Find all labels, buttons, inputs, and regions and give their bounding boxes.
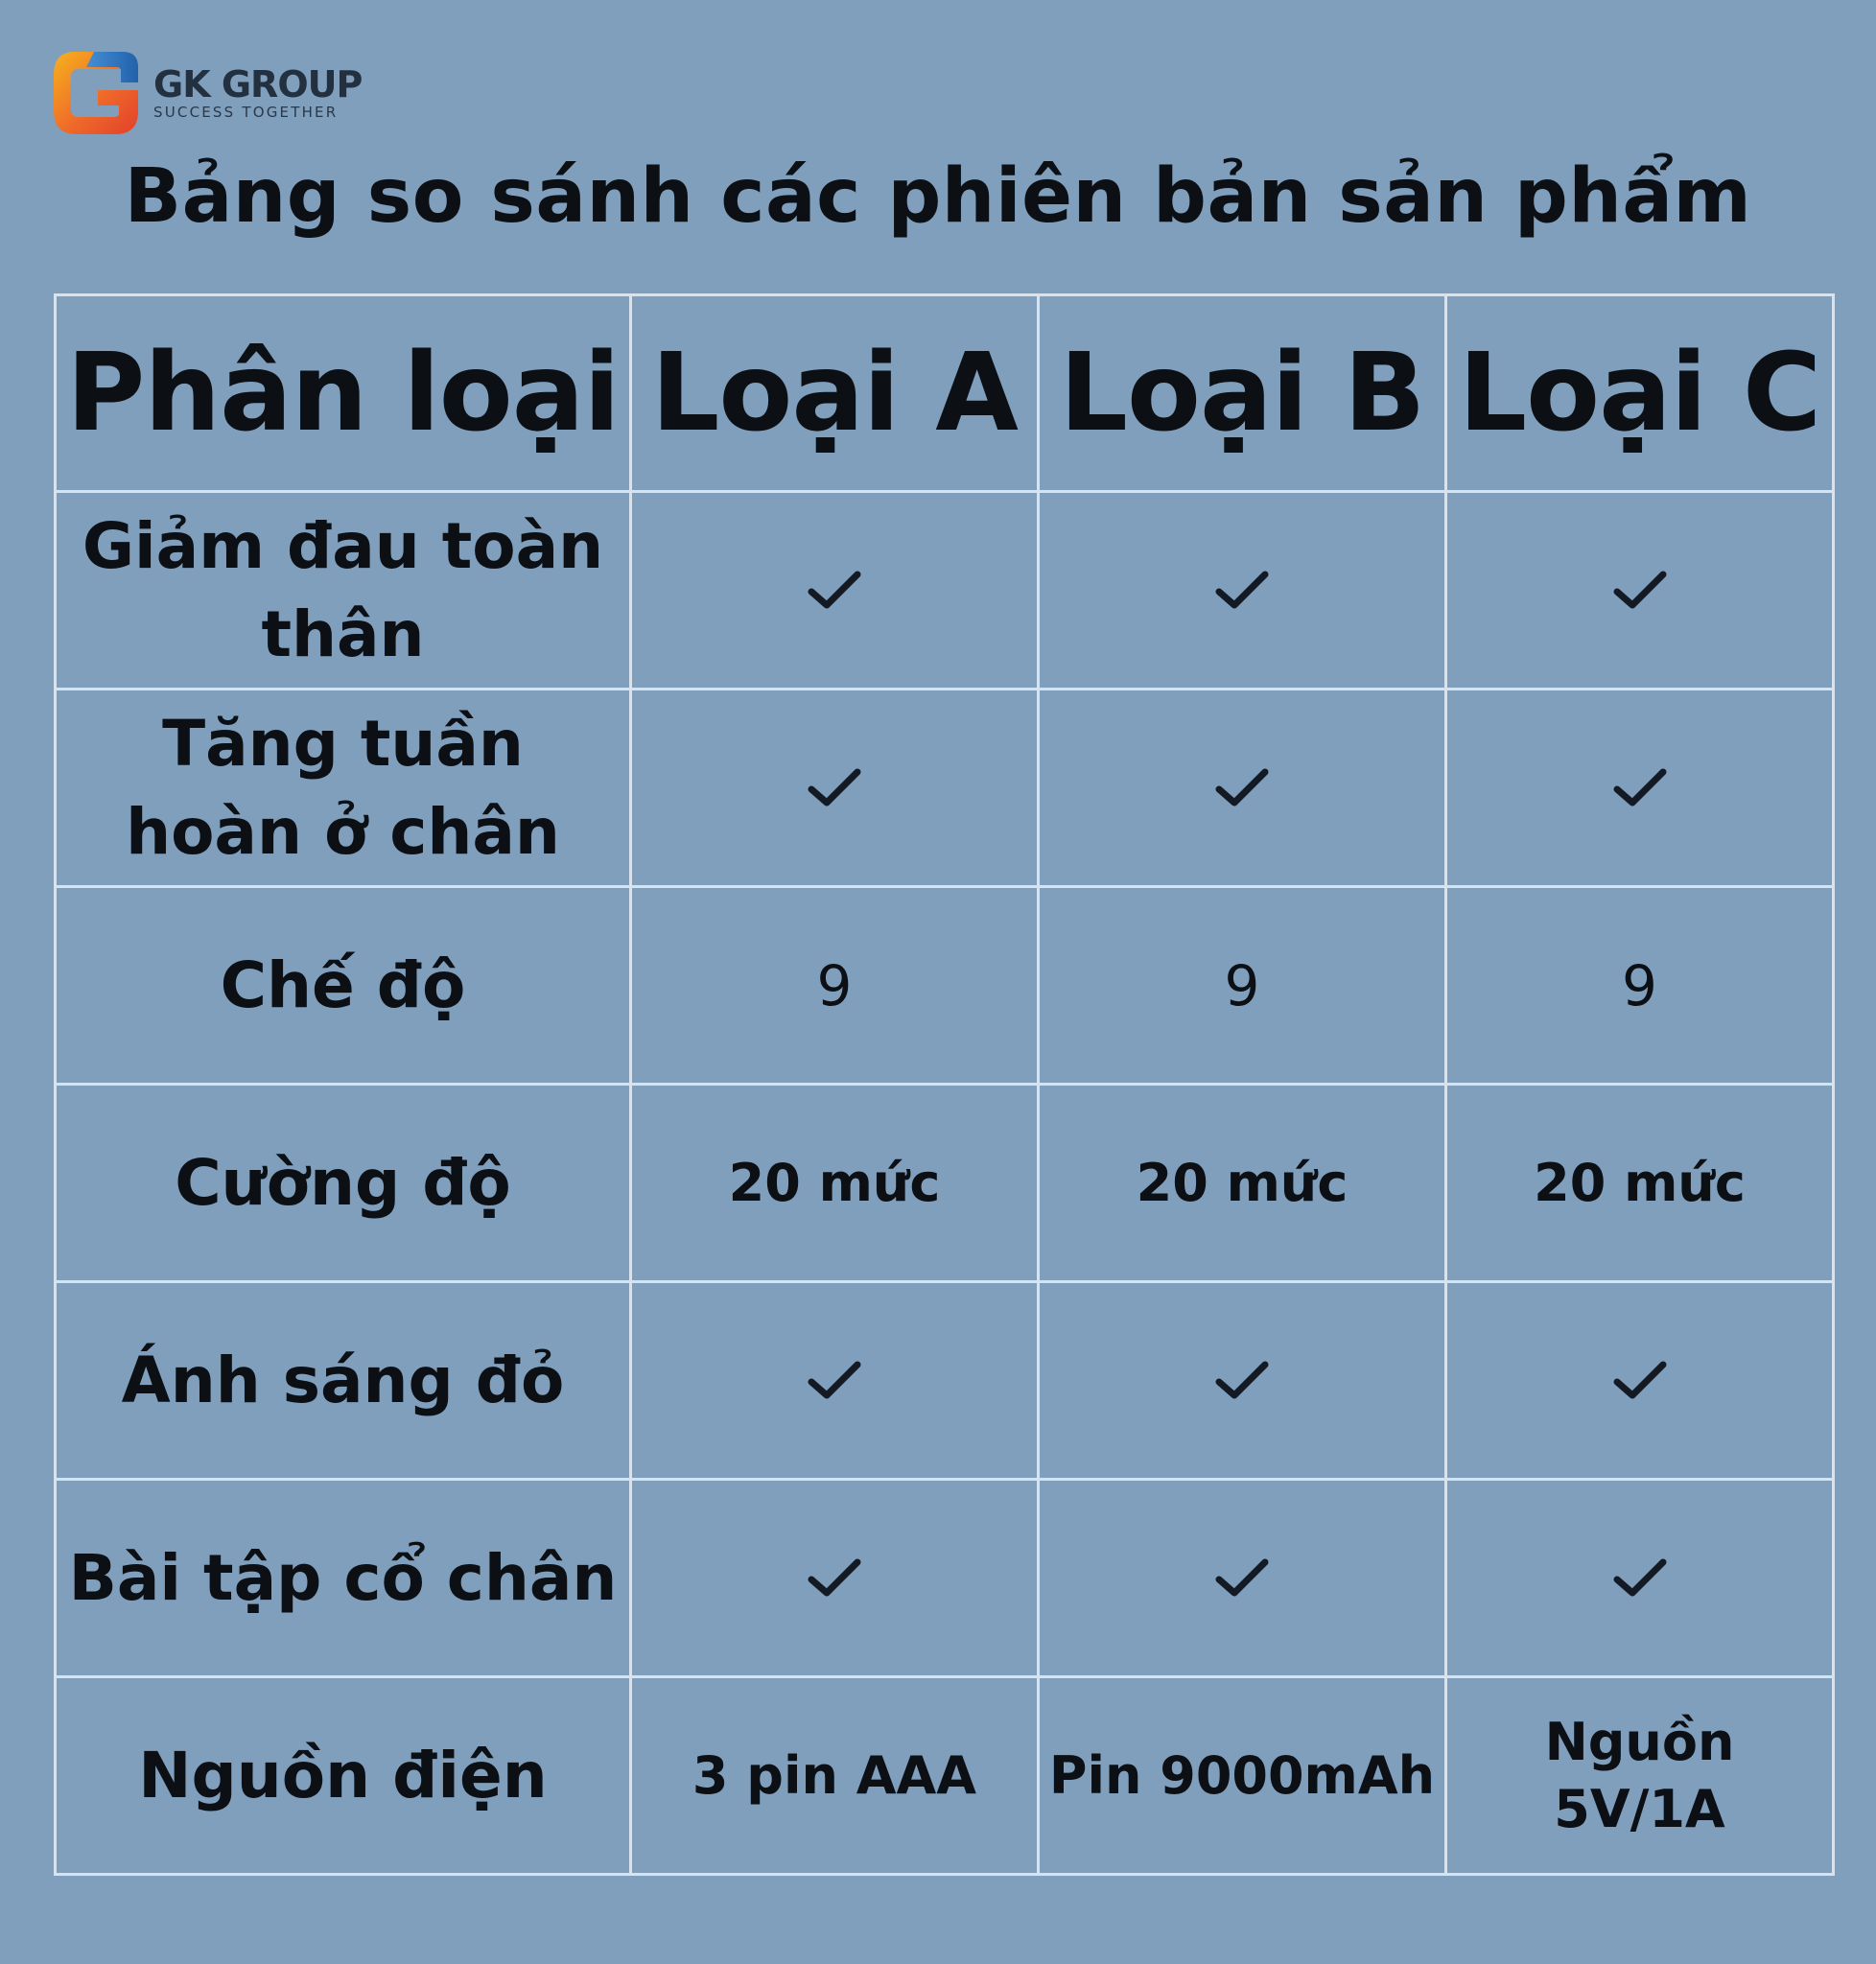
value-cell: 20 mức: [631, 1085, 1039, 1282]
check-icon: [1211, 1370, 1273, 1389]
row-label: Chế độ: [56, 887, 631, 1085]
check-cell: [1039, 1480, 1446, 1677]
value-cell: Nguồn 5V/1A: [1446, 1677, 1834, 1875]
table-row: [56, 1282, 1834, 1480]
check-icon: [1609, 778, 1671, 796]
page-title: Bảng so sánh các phiên bản sản phẩm: [124, 153, 1752, 240]
header-type-b: Loại B: [1039, 295, 1446, 492]
check-cell: [631, 1282, 1039, 1480]
brand-name: GK GROUP: [153, 63, 363, 105]
table-row: [56, 1085, 1834, 1282]
table-row: [56, 1677, 1834, 1875]
value-cell: 20 mức: [1446, 1085, 1834, 1282]
brand-logo: [48, 48, 362, 138]
value-cell: 9: [631, 887, 1039, 1085]
header-type-c: Loại C: [1446, 295, 1834, 492]
comparison-table: [54, 293, 1835, 1876]
table-row: [56, 887, 1834, 1085]
table-header-row: [56, 295, 1834, 492]
check-cell: [1446, 492, 1834, 690]
check-cell: [1446, 1480, 1834, 1677]
value-cell: 20 mức: [1039, 1085, 1446, 1282]
check-icon: [804, 1370, 865, 1389]
table-row: [56, 1480, 1834, 1677]
check-icon: [1211, 778, 1273, 796]
check-cell: [1039, 690, 1446, 887]
row-label: Nguồn điện: [56, 1677, 631, 1875]
check-cell: [1039, 1282, 1446, 1480]
check-icon: [1609, 580, 1671, 598]
header-type-a: Loại A: [631, 295, 1039, 492]
check-icon: [804, 580, 865, 598]
check-icon: [1609, 1568, 1671, 1586]
brand-tagline: SUCCESS TOGETHER: [153, 104, 339, 121]
check-icon: [1609, 1370, 1671, 1389]
check-icon: [804, 1568, 865, 1586]
check-icon: [804, 778, 865, 796]
table-row: [56, 492, 1834, 690]
row-label: Ánh sáng đỏ: [56, 1282, 631, 1480]
check-cell: [631, 492, 1039, 690]
check-icon: [1211, 1568, 1273, 1586]
check-cell: [631, 690, 1039, 887]
check-icon: [1211, 580, 1273, 598]
gk-group-logo-icon: [48, 48, 144, 138]
check-cell: [1446, 690, 1834, 887]
row-label: Bài tập cổ chân: [56, 1480, 631, 1677]
check-cell: [1039, 492, 1446, 690]
value-cell: 3 pin AAA: [631, 1677, 1039, 1875]
value-cell: 9: [1039, 887, 1446, 1085]
row-label: Tăng tuần hoàn ở chân: [56, 690, 631, 887]
check-cell: [1446, 1282, 1834, 1480]
value-cell: Pin 9000mAh: [1039, 1677, 1446, 1875]
header-category: Phân loại: [56, 295, 631, 492]
table-row: [56, 690, 1834, 887]
row-label: Cường độ: [56, 1085, 631, 1282]
check-cell: [631, 1480, 1039, 1677]
row-label: Giảm đau toàn thân: [56, 492, 631, 690]
value-cell: 9: [1446, 887, 1834, 1085]
